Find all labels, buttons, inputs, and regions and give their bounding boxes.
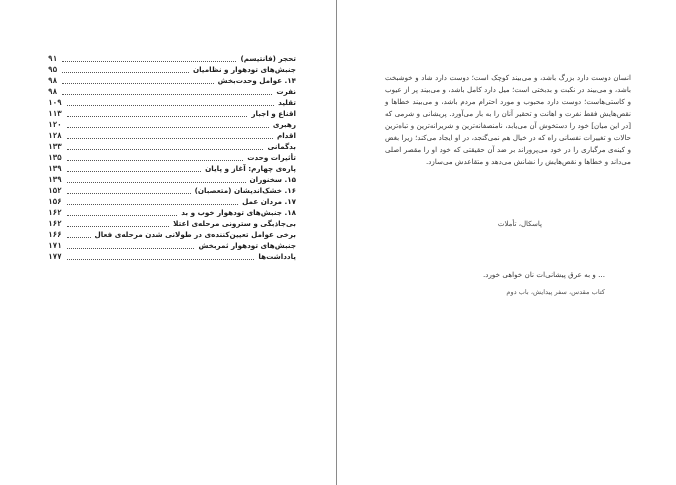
toc-entry-title: ۱۶. خشک‌اندیشان (متعصبان) [194,186,296,195]
epigraph-author: پاسکال، تأملات [497,220,542,228]
toc-entry-title: جنبش‌های تودهوار و نظامیان [192,65,296,74]
toc-entry-title: ۱۴. عوامل وحدت‌بخش [217,76,296,85]
toc-entry-page: ۱۳۵ [48,153,62,162]
toc-entry-page: ۱۳۳ [48,142,62,151]
toc-leader-dots [67,237,91,238]
toc-leader-dots [67,171,201,172]
second-epigraph-text: ... و به عرق پیشانی‌ات نان خواهی خورد. [482,270,605,279]
toc-entry-title: یادداشت‌ها [258,252,296,261]
toc-entry [48,108,296,119]
toc-leader-dots [62,72,189,73]
toc-entry-page: ۱۶۲ [48,208,62,217]
toc-entry [48,229,296,240]
toc-entry-page: ۱۵۲ [48,186,62,195]
toc-entry-page: ۱۶۶ [48,230,62,239]
toc-entry-page: ۱۶۲ [48,219,62,228]
toc-entry [48,218,296,229]
toc-entry-page: ۱۰۹ [48,98,62,107]
toc-entry-title: پاره‌ی چهارم: آغاز و پایان [205,164,296,173]
toc-entry [48,141,296,152]
toc-leader-dots [67,160,243,161]
toc-leader-dots [67,248,194,249]
toc-entry-page: ۱۲۰ [48,120,62,129]
toc-entry [48,163,296,174]
toc-leader-dots [67,105,274,106]
toc-entry [48,119,296,130]
toc-leader-dots [67,204,238,205]
toc-entry [48,130,296,141]
toc-entry-page: ۱۷۷ [48,252,62,261]
toc-entry-page: ۱۲۸ [48,131,62,140]
toc-entry-title: برخی عوامل تعیین‌کننده‌ی در طولانی شدن مرحله‌ی فعال [94,230,296,239]
toc-entry [48,97,296,108]
toc-entry-page: ۱۳۹ [48,164,62,173]
toc-entry [48,240,296,251]
toc-entry-title: نفرت [276,87,296,96]
toc-entry-title: بدگمانی [267,142,296,151]
toc-entry-title: رهبری [272,120,296,129]
toc-leader-dots [62,83,214,84]
toc-leader-dots [67,116,247,117]
toc-entry-title: جنبش‌های تودهوار ثمربخش [198,241,296,250]
toc-leader-dots [62,61,236,62]
second-epigraph-source: کتاب مقدس، سفر پیدایش، باب دوم [506,288,605,296]
toc-entry-title: ۱۵. سخنوران [249,175,296,184]
toc-entry [48,251,296,262]
toc-entry-page: ۱۷۱ [48,241,62,250]
toc-entry [48,53,296,64]
toc-leader-dots [67,182,246,183]
toc-leader-dots [67,127,269,128]
toc-leader-dots [67,226,169,227]
toc-entry-title: تأثیرات وحدت [247,153,296,162]
toc-entry-title: ۱۸. جنبش‌های تودهوار خوب و بد [181,208,296,217]
toc-entry [48,174,296,185]
epigraph-text: انسان دوست دارد بزرگ باشد، و می‌بیند کوچک است؛ دوست دارد شاد و خوشبخت باشد، و می‌بیند در نکبت و بدبختی است؛ میل دارد کامل باشد، و می‌بیند پر از عیوب و کاستی‌هاست؛ دوست دارد محبوب و مورد احترام مردم باشد، و می‌بیند خطاها و نقص‌هایش فقط نفرت و اهانت و تحقیر آنان را به بار می‌آورد. پریشانی و شرمی که [در این میان] خود را دستخوش آن می‌یابد، نامنصفانه‌ترین و شریرانه‌ترین و تباه‌ترین حالات و تغییرات نفسانی راه که در خیال هم نمی‌گنجد، در او ایجاد می‌کند؛ زیرا بغض و کینه‌ی مرگباری را در خود می‌پروراند بر ضد آن حقیقتی که خود او را مقصر اصلی می‌داند و خطاها و نقص‌هایش را نشانش می‌دهد و متقاعدش می‌سازد. [385,73,631,166]
toc-entry [48,75,296,86]
toc-entry-page: ۹۸ [48,87,58,96]
toc-leader-dots [62,94,272,95]
toc-entry [48,207,296,218]
toc-entry-title: تحجر (فانتیسم) [240,54,296,63]
toc-entry [48,185,296,196]
toc-entry [48,152,296,163]
toc-entry-title: بی‌جاذبگی و سترونی مرحله‌ی اعتلا [173,219,296,228]
toc-entry-title: ۱۷. مردان عمل [242,197,296,206]
toc-entry [48,196,296,207]
toc-leader-dots [67,215,177,216]
toc-entry-page: ۱۳۹ [48,175,62,184]
toc-leader-dots [67,138,273,139]
toc-entry-page: ۱۱۳ [48,109,62,118]
toc-entry-page: ۱۵۶ [48,197,62,206]
toc-entry-page: ۹۸ [48,76,58,85]
toc-leader-dots [67,149,263,150]
toc-entry-title: اقناع و اجبار [251,109,296,118]
page-gutter [336,0,337,485]
toc-entry-page: ۹۵ [48,65,58,74]
toc-entry [48,86,296,97]
toc-entry [48,64,296,75]
toc-leader-dots [67,193,191,194]
toc-leader-dots [67,259,254,260]
toc-entry-title: تقلید [278,98,296,107]
toc-entry-page: ۹۱ [48,54,58,63]
toc-entry-title: اقدام [276,131,296,140]
table-of-contents [48,53,296,262]
